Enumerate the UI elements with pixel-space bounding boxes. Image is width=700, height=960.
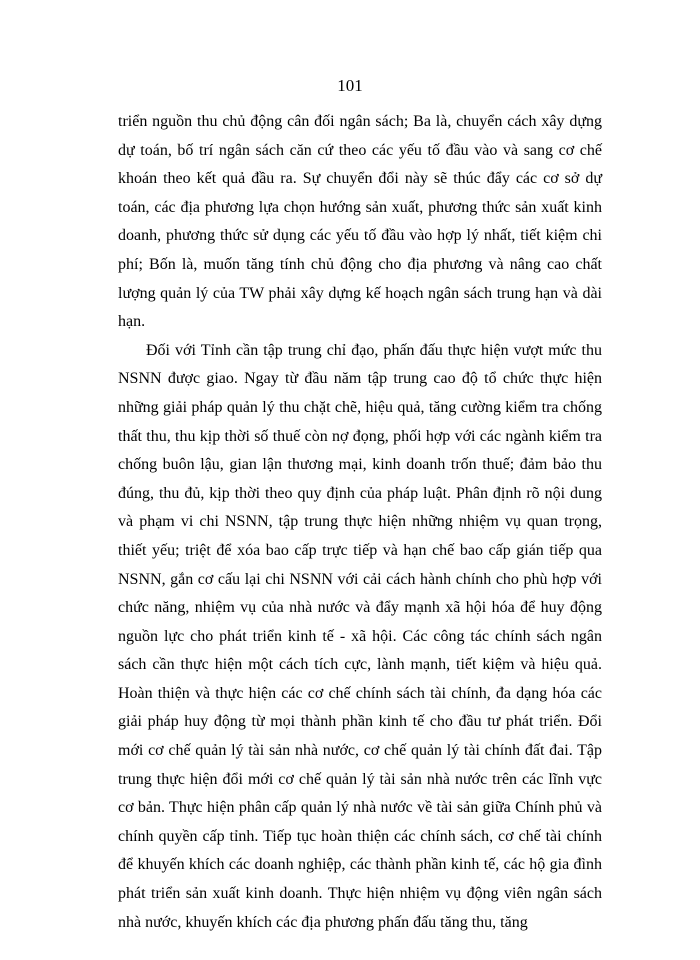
paragraph-province-directives: Đối với Tỉnh cần tập trung chỉ đạo, phấn đấu thực hiện vượt mức thu NSNN được giao. Ngay từ đầu năm tập trung cao độ tổ chức thực hiện những giải pháp quản lý thu chặt chẽ, hiệu quả, tăng cường kiểm tra chống thất thu, thu kịp thời số thuế còn nợ đọng, phối hợp với các ngành kiểm tra chống buôn lậu, gian lận thương mại, kinh doanh trốn thuế; đảm bảo thu đúng, thu đủ, kịp thời theo quy định của pháp luật. Phân định rõ nội dung và phạm vi chi NSNN, tập trung thực hiện những nhiệm vụ quan trọng, thiết yếu; triệt để xóa bao cấp trực tiếp và hạn chế bao cấp gián tiếp qua NSNN, gắn cơ cấu lại chi NSNN với cải cách hành chính cho phù hợp với chức năng, nhiệm vụ của nhà nước và đẩy mạnh xã hội hóa để huy động nguồn lực cho phát triển kinh tế - xã hội. Các công tác chính sách ngân sách cần thực hiện một cách tích cực, lành mạnh, tiết kiệm và hiệu quả. Hoàn thiện và thực hiện các cơ chế chính sách tài chính, đa dạng hóa các giải pháp huy động từ mọi thành phần kinh tế cho đầu tư phát triển. Đổi mới cơ chế quản lý tài sản nhà nước, cơ chế quản lý tài chính đất đai. Tập trung thực hiện đổi mới cơ chế quản lý tài sản nhà nước trên các lĩnh vực cơ bản. Thực hiện phân cấp quản lý nhà nước về tài sản giữa Chính phủ và chính quyền cấp tỉnh. Tiếp tục hoàn thiện các chính sách, cơ chế tài chính để khuyến khích các doanh nghiệp, các thành phần kinh tế, các hộ gia đình phát triển sản xuất kinh doanh. Thực hiện nhiệm vụ động viên ngân sách nhà nước, khuyến khích các địa phương phấn đấu tăng thu, tăng [118,341,602,931]
page-number: 101 [337,76,363,95]
document-body [118,108,602,937]
paragraph-continuation: triển nguồn thu chủ động cân đối ngân sách; Ba là, chuyển cách xây dựng dự toán, bố trí ngân sách căn cứ theo các yếu tố đầu vào và sang cơ chế khoán theo kết quả đầu ra. Sự chuyển đổi này sẽ thúc đẩy các cơ sở dự toán, các địa phương lựa chọn hướng sản xuất, phương thức sản xuất kinh doanh, phương thức sử dụng các yếu tố đầu vào hợp lý nhất, tiết kiệm chi phí; Bốn là, muốn tăng tính chủ động cho địa phương và nâng cao chất lượng quản lý của TW phải xây dựng kế hoạch ngân sách trung hạn và dài hạn. [118,113,602,331]
